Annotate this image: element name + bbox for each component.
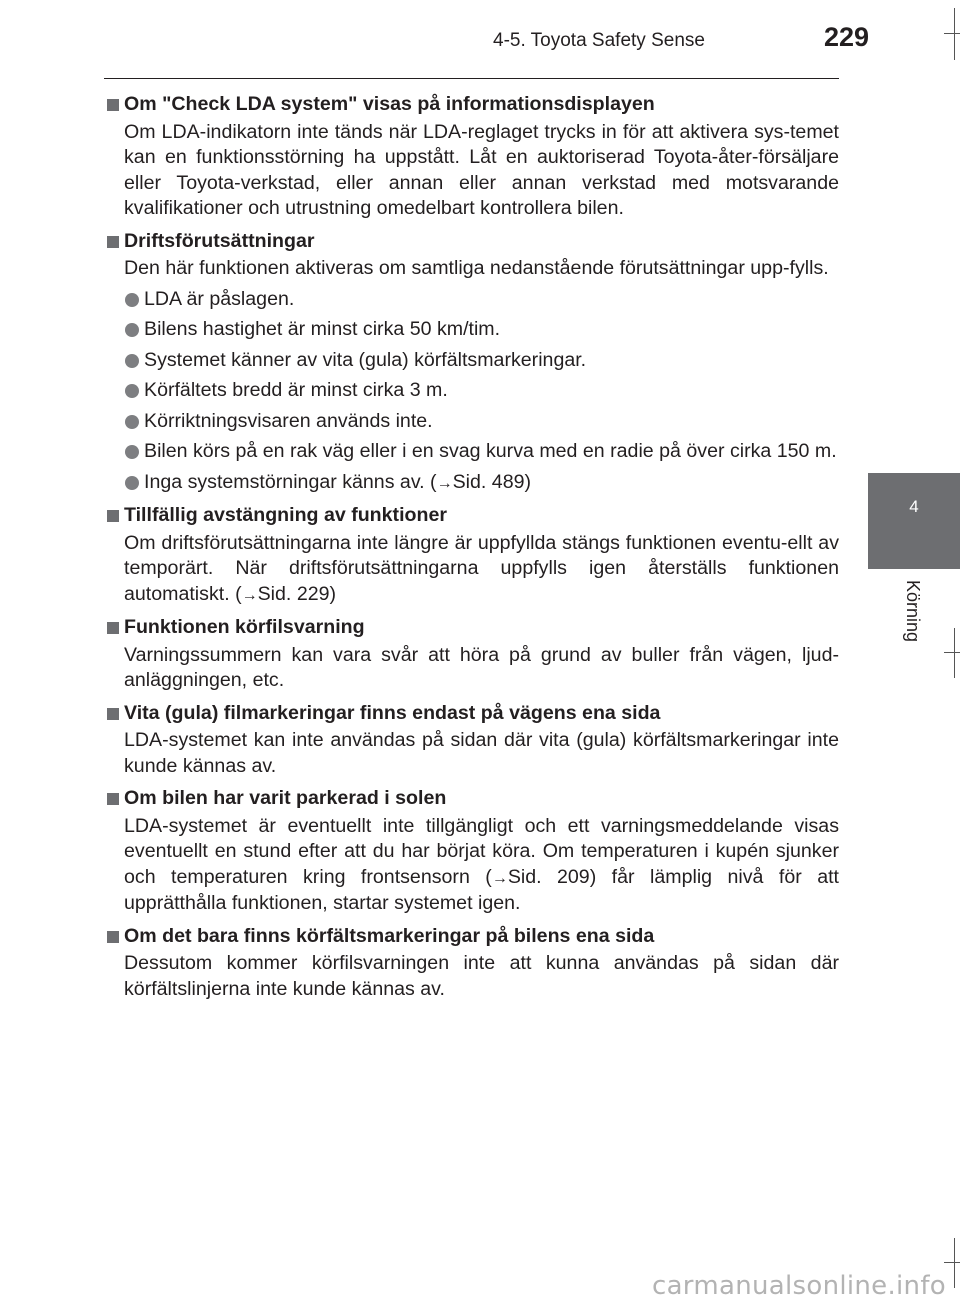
- list-item: LDA är påslagen.: [104, 287, 839, 313]
- crop-mark-bottom-h: [944, 1262, 960, 1263]
- section-paragraph: Dessutom kommer körfilsvarningen inte att kunna användas på sidan där körfältslinjerna inte kunde kännas av.: [124, 952, 839, 1000]
- page-reference-link[interactable]: Sid. 209: [507, 865, 590, 888]
- circle-bullet-icon: [125, 476, 139, 490]
- page-reference-link[interactable]: Sid. 489: [452, 470, 525, 493]
- section-paragraph: Om LDA-indikatorn inte tänds när LDA-reglaget trycks in för att aktivera sys-temet kan en funktionsstörning ha uppstått. Låt en auktoriserad Toyota-åter-försäljare eller Toyota-verkstad, eller annan eller annan verkstad med motsvarande kvalifikationer och utrustning omedelbart kontrollera bilen.: [124, 120, 839, 219]
- chapter-label: Körning: [903, 580, 923, 643]
- square-bullet-icon: [107, 931, 119, 943]
- square-bullet-icon: [107, 793, 119, 805]
- arrow-right-icon: →: [491, 869, 508, 887]
- circle-bullet-icon: [125, 445, 139, 459]
- section-paragraph: LDA-systemet är eventuellt inte tillgängligt och ett varningsmeddelande visas eventuellt en stund efter att du har börjat köra. Om temperaturen i kupén sjunker och temperaturen kring frontsensorn (→Sid. 209) får lämplig nivå för att upprätthålla funktionen, startar systemet igen.: [124, 814, 839, 914]
- square-bullet-icon: [107, 510, 119, 522]
- page-number: 229: [824, 22, 870, 52]
- arrow-right-icon: →: [436, 474, 453, 492]
- list-item: Bilens hastighet är minst cirka 50 km/tim.: [104, 317, 839, 343]
- section-paragraph: LDA-systemet kan inte användas på sidan där vita (gula) körfältsmarkeringar inte kunde kännas av.: [124, 729, 839, 777]
- circle-bullet-icon: [125, 354, 139, 368]
- crop-mark-mid: [954, 628, 955, 678]
- section-title: 4-5. Toyota Safety Sense: [493, 30, 705, 51]
- crop-mark-mid-h: [944, 652, 960, 653]
- crop-mark-top: [954, 8, 955, 60]
- crop-mark-top-h: [944, 33, 960, 34]
- list-item: Systemet känner av vita (gula) körfältsmarkeringar.: [104, 348, 839, 374]
- section-paragraph: Den här funktionen aktiveras om samtliga nedanstående förutsättningar upp-fylls.: [124, 257, 829, 279]
- header-rule: [104, 78, 839, 79]
- arrow-right-icon: →: [241, 586, 258, 604]
- watermark: carmanualsonline.info: [651, 1271, 946, 1301]
- list-item: Körriktningsvisaren används inte.: [104, 409, 839, 435]
- chapter-tab: [868, 473, 960, 569]
- list-item: Bilen körs på en rak väg eller i en svag kurva med en radie på över cirka 150 m.: [104, 439, 839, 465]
- section-paragraph: Om driftsförutsättningarna inte längre är uppfyllda stängs funktionen eventu-ellt av temporärt. När driftsförutsättningarna uppfylls igen återställs funktionen automatiskt. (→Sid. 229): [124, 531, 839, 605]
- square-bullet-icon: [107, 622, 119, 634]
- section-heading: Vita (gula) filmarkeringar finns endast på vägens ena sida: [104, 701, 839, 727]
- section-heading: Om "Check LDA system" visas på informationsdisplayen: [104, 92, 839, 118]
- list-item: Körfältets bredd är minst cirka 3 m.: [104, 378, 839, 404]
- circle-bullet-icon: [125, 293, 139, 307]
- circle-bullet-icon: [125, 415, 139, 429]
- circle-bullet-icon: [125, 323, 139, 337]
- section-heading: Funktionen körfilsvarning: [104, 615, 839, 641]
- section-heading: Tillfällig avstängning av funktioner: [104, 503, 839, 529]
- page-content: [104, 92, 839, 1006]
- chapter-number: 4: [909, 497, 919, 516]
- list-item: Inga systemstörningar känns av. (→Sid. 489): [104, 470, 839, 497]
- section-heading: Driftsförutsättningar: [104, 229, 839, 255]
- square-bullet-icon: [107, 708, 119, 720]
- section-paragraph: Varningssummern kan vara svår att höra på grund av buller från vägen, ljud-anläggningen, etc.: [124, 643, 839, 691]
- crop-mark-bottom: [954, 1238, 955, 1288]
- circle-bullet-icon: [125, 384, 139, 398]
- section-heading: Om det bara finns körfältsmarkeringar på bilens ena sida: [104, 924, 839, 950]
- square-bullet-icon: [107, 236, 119, 248]
- square-bullet-icon: [107, 99, 119, 111]
- section-heading: Om bilen har varit parkerad i solen: [104, 786, 839, 812]
- page-reference-link[interactable]: Sid. 229: [257, 582, 330, 605]
